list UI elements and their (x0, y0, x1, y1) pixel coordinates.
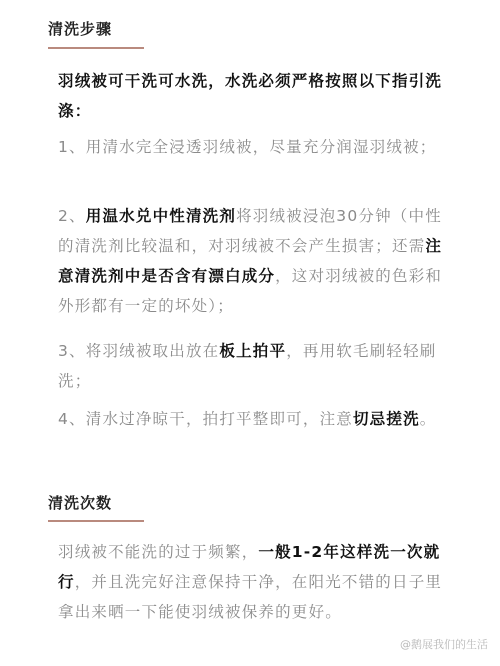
text-segment: ，并且洗完好注意保持干净，在阳光不错的日子里拿出来晒一下能使羽绒被保养的更好。 (58, 573, 443, 621)
section-title-steps: 清洗步骤 (48, 20, 113, 38)
frequency-paragraph (58, 537, 454, 627)
emphasis-text: 用温水兑中性清洗剂 (85, 207, 237, 225)
text-segment: ，再用软毛刷轻轻刷洗； (58, 342, 437, 390)
text-segment: 将羽绒被浸泡30分钟（中性的清洗剂比较温和，对羽绒被不会产生损害；还需 (58, 207, 442, 255)
text-segment: 4、清水过净晾干，拍打平整即可，注意 (58, 410, 353, 428)
section-title-frequency: 清洗次数 (48, 494, 113, 512)
intro-paragraph (58, 66, 454, 126)
text-segment: 。 (419, 410, 437, 428)
section-divider (48, 47, 144, 49)
text-segment: 3、将羽绒被取出放在 (58, 342, 220, 360)
emphasis-text: 切忌搓洗 (352, 410, 420, 428)
step-1-paragraph (58, 132, 454, 162)
text-segment: ，这对羽绒被的色彩和外形都有一定的坏处）； (58, 267, 443, 315)
emphasis-text: 板上拍平 (219, 342, 287, 360)
step-4-paragraph (58, 404, 454, 434)
text-segment: 羽绒被不能洗的过于频繁， (58, 543, 259, 561)
text-segment: 羽绒被可干洗可水洗，水洗必须严格按照以下指引洗涤： (58, 72, 443, 120)
step-2-paragraph (58, 201, 454, 321)
emphasis-text: 一般1-2年这样洗一次就行 (58, 543, 441, 591)
text-segment: 2、 (58, 207, 86, 225)
section-divider (48, 520, 144, 522)
text-segment: 1、用清水完全浸透羽绒被，尽量充分润湿羽绒被； (58, 138, 437, 156)
watermark: @鹅展我们的生活 (400, 638, 488, 651)
step-3-paragraph (58, 336, 454, 396)
emphasis-text: 注意清洗剂中是否含有漂白成分 (58, 237, 443, 285)
